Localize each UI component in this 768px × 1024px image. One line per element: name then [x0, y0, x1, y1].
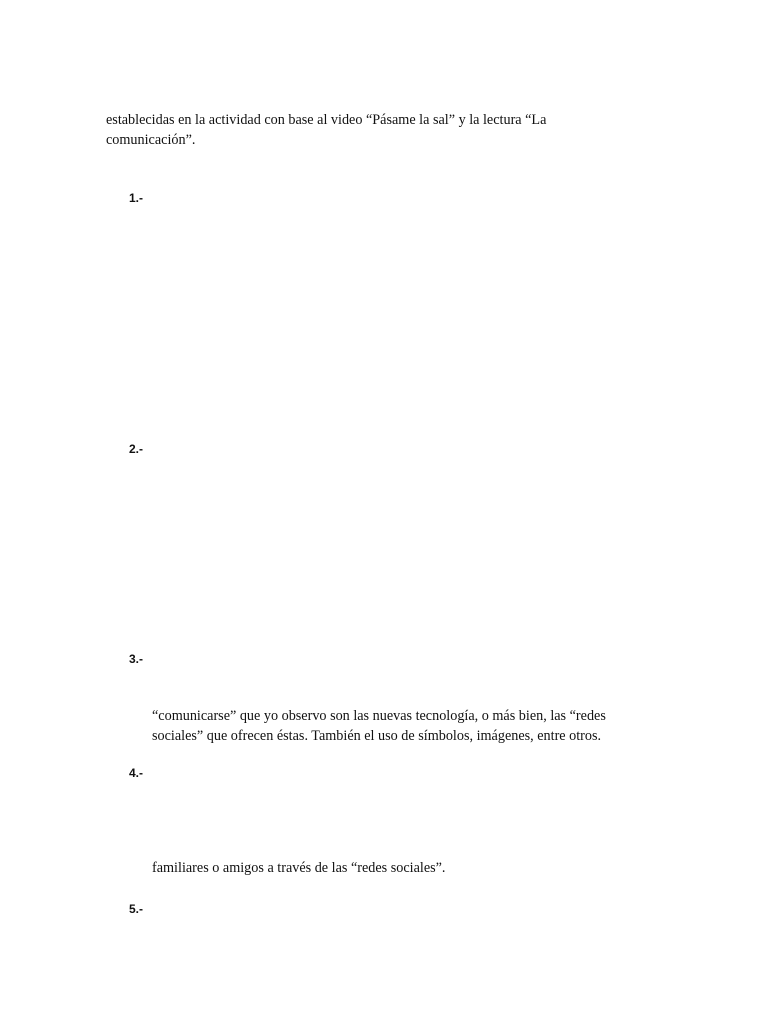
- item-number-3: 3.-: [129, 652, 144, 666]
- item-3-answer: [152, 706, 672, 746]
- item-4-line-1: familiares o amigos a través de las “redes sociales”.: [152, 860, 446, 876]
- intro-paragraph: [106, 110, 626, 150]
- item-number-2: 2.-: [129, 442, 144, 456]
- item-3-line-1: “comunicarse” que yo observo son las nuevas tecnología, o más bien, las “redes: [152, 708, 606, 724]
- item-number-5: 5.-: [129, 902, 144, 916]
- intro-line-2: comunicación”.: [106, 132, 196, 148]
- item-4-answer: [152, 858, 672, 878]
- item-number-4: 4.-: [129, 766, 144, 780]
- item-3-line-2: sociales” que ofrecen éstas. También el uso de símbolos, imágenes, entre otros.: [152, 728, 602, 744]
- item-number-1: 1.-: [129, 191, 144, 205]
- intro-line-1: establecidas en la actividad con base al video “Pásame la sal” y la lectura “La: [106, 112, 547, 128]
